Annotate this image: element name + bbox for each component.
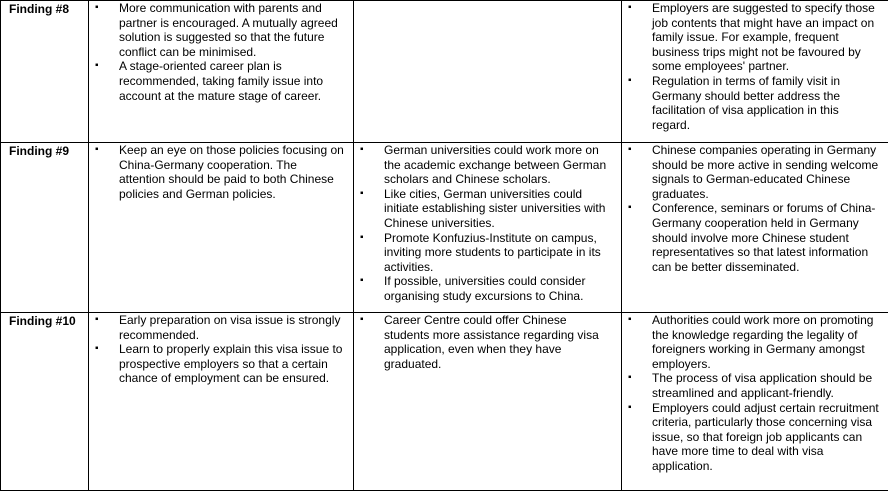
findings-table-body [1,1,888,491]
recommendation-item: ▪ Employers are suggested to specify those job contents that might have an impact on family issue. For example, frequent business trips might not be favoured by some employees' partner. [626,1,880,74]
recommendation-cell-col2 [354,1,622,143]
finding-label: Finding #9 [1,143,89,313]
recommendation-cell-col3 [622,143,888,313]
recommendation-item: ▪ A stage-oriented career plan is recommended, taking family issue into account at the mature stage of career. [93,59,345,103]
recommendation-item: ▪ If possible, universities could consider organising study excursions to China. [358,274,613,303]
recommendation-item: ▪ Employers could adjust certain recruitment criteria, particularly those concerning visa issue, so that foreign job applicants can have more time to deal with visa application. [626,401,880,474]
recommendation-item: ▪ Promote Konfuzius-Institute on campus, inviting more students to participate in its activities. [358,231,613,275]
recommendation-cell-col1 [89,1,354,143]
finding-label: Finding #8 [1,1,89,143]
recommendation-item: ▪ German universities could work more on the academic exchange between German scholars and Chinese scholars. [358,143,613,187]
recommendation-item: ▪ Like cities, German universities could initiate establishing sister universities with Chinese universities. [358,187,613,231]
recommendation-item: ▪ Career Centre could offer Chinese students more assistance regarding visa application, even when they have graduated. [358,313,613,371]
recommendation-list [622,313,888,474]
recommendation-list [89,313,353,386]
recommendation-cell-col1 [89,313,354,491]
finding-row [1,143,888,313]
recommendation-item: ▪ Keep an eye on those policies focusing on China-Germany cooperation. The attention should be paid to both Chinese policies and German policies. [93,143,345,201]
recommendation-list [622,143,888,274]
recommendation-cell-col1 [89,143,354,313]
recommendation-item: ▪ Early preparation on visa issue is strongly recommended. [93,313,345,342]
recommendation-list [89,143,353,201]
recommendation-item: ▪ Regulation in terms of family visit in Germany should better address the facilitation of visa application in this regard. [626,74,880,132]
recommendation-item: ▪ Chinese companies operating in Germany should be more active in sending welcome signals to German-educated Chinese graduates. [626,143,880,201]
recommendation-cell-col3 [622,1,888,143]
recommendation-item: ▪ Learn to properly explain this visa issue to prospective employers so that a certain chance of employment can be ensured. [93,342,345,386]
recommendation-cell-col2 [354,313,622,491]
recommendation-item: ▪ Conference, seminars or forums of China-Germany cooperation held in Germany should involve more Chinese student representatives so that latest information can be better disseminated. [626,201,880,274]
finding-label: Finding #10 [1,313,89,491]
recommendation-cell-col2 [354,143,622,313]
recommendation-item: ▪ Authorities could work more on promoting the knowledge regarding the legality of foreigners working in Germany amongst employers. [626,313,880,371]
recommendation-list [622,1,888,132]
recommendation-list [89,1,353,103]
recommendation-cell-col3 [622,313,888,491]
recommendation-list [354,143,621,304]
finding-row [1,313,888,491]
recommendation-item: ▪ The process of visa application should be streamlined and applicant-friendly. [626,371,880,400]
recommendation-item: ▪ More communication with parents and partner is encouraged. A mutually agreed solution is suggested so that the future conflict can be minimised. [93,1,345,59]
finding-row [1,1,888,143]
recommendation-list [354,313,621,371]
